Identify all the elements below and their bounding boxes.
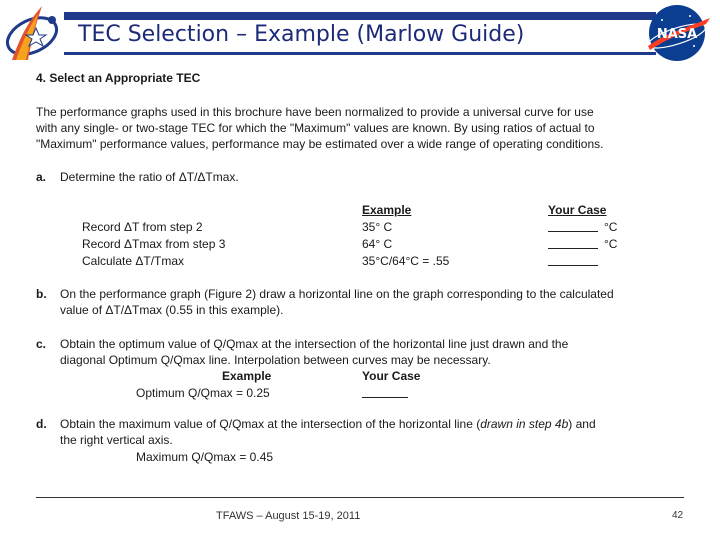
step-a-row-label: Calculate ΔT/Tmax [82, 254, 185, 268]
step-a-row-example: 35°C/64°C = .55 [362, 254, 450, 268]
slide-title: TEC Selection – Example (Marlow Guide) [78, 22, 525, 47]
step-d-line-1-pre: Obtain the maximum value of Q/Qmax at the intersection of the horizontal line ( [60, 417, 481, 431]
step-d-line-1 [60, 416, 596, 432]
step-b-line-2: value of ΔT/ΔTmax (0.55 in this example). [60, 303, 284, 317]
footer-event: TFAWS – August 15-19, 2011 [216, 510, 361, 522]
section-heading: 4. Select an Appropriate TEC [36, 71, 201, 85]
blank-line [362, 385, 408, 398]
step-d-line-1-post: ) and [568, 417, 596, 431]
intro-line-2: with any single- or two-stage TEC for which the "Maximum" values are known. By using ratios of actual to [36, 121, 595, 135]
header-rule-bottom [64, 52, 656, 55]
intro-line-3: "Maximum" performance values, performance may be estimated over a wide range of operating conditions. [36, 137, 604, 151]
step-a-row-input[interactable] [548, 219, 598, 236]
step-a-your-case-header: Your Case [548, 203, 607, 217]
step-d-maximum-row: Maximum Q/Qmax = 0.45 [136, 450, 274, 464]
step-a-row-unit: °C [604, 237, 618, 251]
blank-line [548, 219, 598, 232]
step-a-example-header: Example [362, 203, 412, 217]
step-a-row-input[interactable] [548, 253, 598, 270]
nasa-logo-icon [640, 2, 714, 64]
step-c-your-case-header: Your Case [362, 369, 421, 383]
step-a-row-example: 35° C [362, 220, 393, 234]
step-a-row-input[interactable] [548, 236, 598, 253]
intro-line-1: The performance graphs used in this brochure have been normalized to provide a universal curve for use [36, 105, 594, 119]
step-d-marker: d. [36, 417, 47, 431]
step-d-line-2: the right vertical axis. [60, 433, 173, 447]
step-b-marker: b. [36, 287, 47, 301]
step-a-marker: a. [36, 170, 47, 184]
blank-line [548, 253, 598, 266]
step-c-example-header: Example [222, 369, 272, 383]
step-a-row-label: Record ΔT from step 2 [82, 220, 203, 234]
step-a-row-label: Record ΔTmax from step 3 [82, 237, 226, 251]
step-c-optimum-row: Optimum Q/Qmax = 0.25 [136, 386, 270, 400]
step-c-marker: c. [36, 337, 47, 351]
blank-line [548, 236, 598, 249]
step-c-input[interactable] [362, 385, 408, 402]
footer-rule [36, 497, 684, 498]
page-number: 42 [672, 510, 684, 521]
nasa-logo-text: NASA [656, 27, 698, 42]
step-a-row-example: 64° C [362, 237, 393, 251]
step-a-text: Determine the ratio of ΔT/ΔTmax. [60, 170, 239, 184]
slide-header [0, 0, 720, 68]
step-b-line-1: On the performance graph (Figure 2) draw a horizontal line on the graph corresponding to the calculated [60, 287, 614, 301]
step-c-line-1: Obtain the optimum value of Q/Qmax at the intersection of the horizontal line just drawn and the [60, 337, 569, 351]
step-d-line-1-italic: drawn in step 4b [480, 417, 569, 431]
step-a-row-unit: °C [604, 220, 618, 234]
tfaws-logo-icon [2, 2, 72, 64]
step-c-line-2: diagonal Optimum Q/Qmax line. Interpolation between curves may be necessary. [60, 353, 491, 367]
header-rule-top [64, 12, 656, 20]
